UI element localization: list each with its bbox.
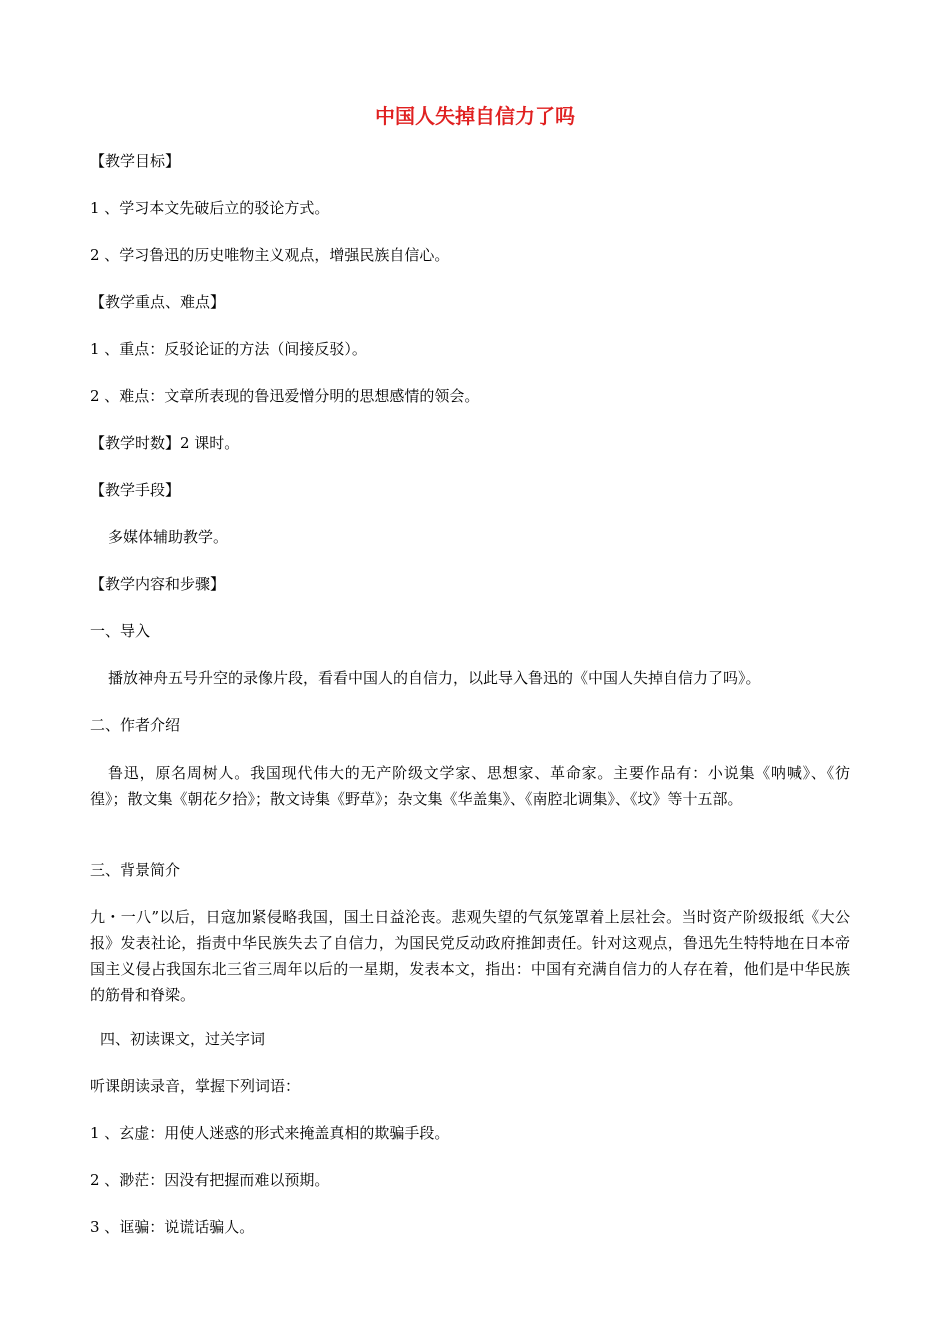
key-item-1: 1 、重点：反驳论证的方法（间接反驳）。 bbox=[90, 340, 367, 358]
step4-heading: 四、初读课文，过关字词 bbox=[100, 1030, 266, 1048]
key-item-2: 2 、难点：文章所表现的鲁迅爱憎分明的思想感情的领会。 bbox=[90, 387, 480, 405]
goal-heading: 【教学目标】 bbox=[90, 152, 181, 170]
step2-heading: 二、作者介绍 bbox=[90, 716, 181, 734]
means-text: 多媒体辅助教学。 bbox=[108, 528, 229, 546]
step1-heading: 一、导入 bbox=[90, 622, 151, 640]
content-heading: 【教学内容和步骤】 bbox=[90, 575, 226, 593]
word-item-2: 2 、渺茫：因没有把握而难以预期。 bbox=[90, 1171, 330, 1189]
step2-text: 鲁迅，原名周树人。我国现代伟大的无产阶级文学家、思想家、革命家。主要作品有：小说集《呐喊》、《彷徨》；散文集《朝花夕拾》；散文诗集《野草》；杂文集《华盖集》、《南腔北调集》、《坟》等十五部。 bbox=[90, 764, 850, 808]
step3-heading: 三、背景简介 bbox=[90, 861, 181, 879]
step1-text: 播放神舟五号升空的录像片段，看看中国人的自信力，以此导入鲁迅的《中国人失掉自信力了吗》。 bbox=[108, 669, 761, 687]
key-heading: 【教学重点、难点】 bbox=[90, 293, 226, 311]
hours-line: 【教学时数】2 课时。 bbox=[90, 434, 240, 452]
word-item-1: 1 、玄虚：用使人迷惑的形式来掩盖真相的欺骗手段。 bbox=[90, 1124, 450, 1142]
means-heading: 【教学手段】 bbox=[90, 481, 181, 499]
goal-item-2: 2 、学习鲁迅的历史唯物主义观点，增强民族自信心。 bbox=[90, 246, 450, 264]
word-item-3: 3 、诓骗：说谎话骗人。 bbox=[90, 1218, 255, 1236]
step4-intro: 听课朗读录音，掌握下列词语： bbox=[90, 1077, 301, 1095]
goal-item-1: 1 、学习本文先破后立的驳论方式。 bbox=[90, 199, 330, 217]
document-title: 中国人失掉自信力了吗 bbox=[375, 104, 575, 128]
step3-text: 九・一八”以后，日寇加紧侵略我国，国土日益沦丧。悲观失望的气氛笼罩着上层社会。当时资产阶级报纸《大公报》发表社论，指责中华民族失去了自信力，为国民党反动政府推卸责任。针对这观点，鲁迅先生特特地在日本帝国主义侵占我国东北三省三周年以后的一星期，发表本文，指出：中国有充满自信力的人存在着，他们是中华民族的筋骨和脊梁。 bbox=[90, 908, 850, 1004]
